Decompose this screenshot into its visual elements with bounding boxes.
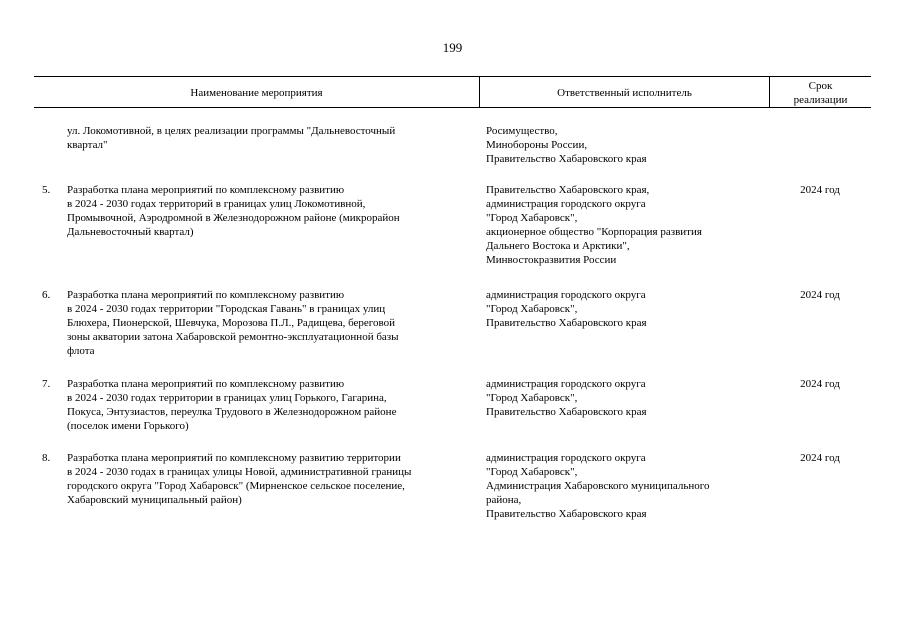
row-1-period: 2024 год — [800, 184, 840, 196]
table-top-rule — [34, 76, 871, 77]
page-number: 199 — [442, 40, 463, 55]
header-period-line2: реализации — [793, 94, 848, 106]
row-2-executor: администрация городского округа "Город Хабаровск", Правительство Хабаровского края — [486, 289, 647, 329]
row-4-period: 2024 год — [800, 452, 840, 464]
row-3-executor: администрация городского округа "Город Хабаровск", Правительство Хабаровского края — [486, 378, 647, 418]
row-2-period: 2024 год — [800, 289, 840, 301]
row-0-executor: Росимущество, Минобороны России, Правительство Хабаровского края — [486, 125, 647, 165]
row-3-number: 7. — [42, 378, 51, 390]
row-4-number: 8. — [42, 452, 51, 464]
row-2-event: Разработка плана мероприятий по комплексному развитию в 2024 - 2030 годах территории "Городская Гавань" в границах улиц Блюхера, Пионерской, Шевчука, Морозова П.Л., Радищева, береговой зоны акватории затона Хабаровской ремонтно-эксплуатационной базы флота — [67, 289, 399, 357]
header-event: Наименование мероприятия — [190, 87, 323, 99]
row-3-event: Разработка плана мероприятий по комплексному развитию в 2024 - 2030 годах территории в границах улиц Горького, Гагарина, Покуса, Энтузиастов, переулка Трудового в Железнодорожном районе (поселок имени Горького) — [67, 378, 397, 432]
row-4-executor: администрация городского округа "Город Хабаровск", Администрация Хабаровского муниципального района, Правительство Хабаровского края — [486, 452, 710, 520]
header-executor: Ответственный исполнитель — [557, 87, 692, 99]
row-1-executor: Правительство Хабаровского края, администрация городского округа "Город Хабаровск", акционерное общество "Корпорация развития Дальнего Востока и Арктики", Минвостокразвития России — [486, 184, 702, 266]
table-header-bottom-rule — [34, 107, 871, 108]
header-period-line1: Срок — [808, 80, 833, 92]
row-4-event: Разработка плана мероприятий по комплексному развитию территории в 2024 - 2030 годах в границах улицы Новой, административной границы городского округа "Город Хабаровск" (Мирненское сельское поселение, Хабаровский муниципальный район) — [67, 452, 412, 506]
row-0-event: ул. Локомотивной, в целях реализации программы "Дальневосточный квартал" — [67, 125, 396, 151]
row-3-period: 2024 год — [800, 378, 840, 390]
row-2-number: 6. — [42, 289, 51, 301]
row-1-number: 5. — [42, 184, 51, 196]
row-1-event: Разработка плана мероприятий по комплексному развитию в 2024 - 2030 годах территорий в границах улиц Локомотивной, Промывочной, Аэродромной в Железнодорожном районе (микрорайон Дальневосточный квартал) — [67, 184, 400, 238]
